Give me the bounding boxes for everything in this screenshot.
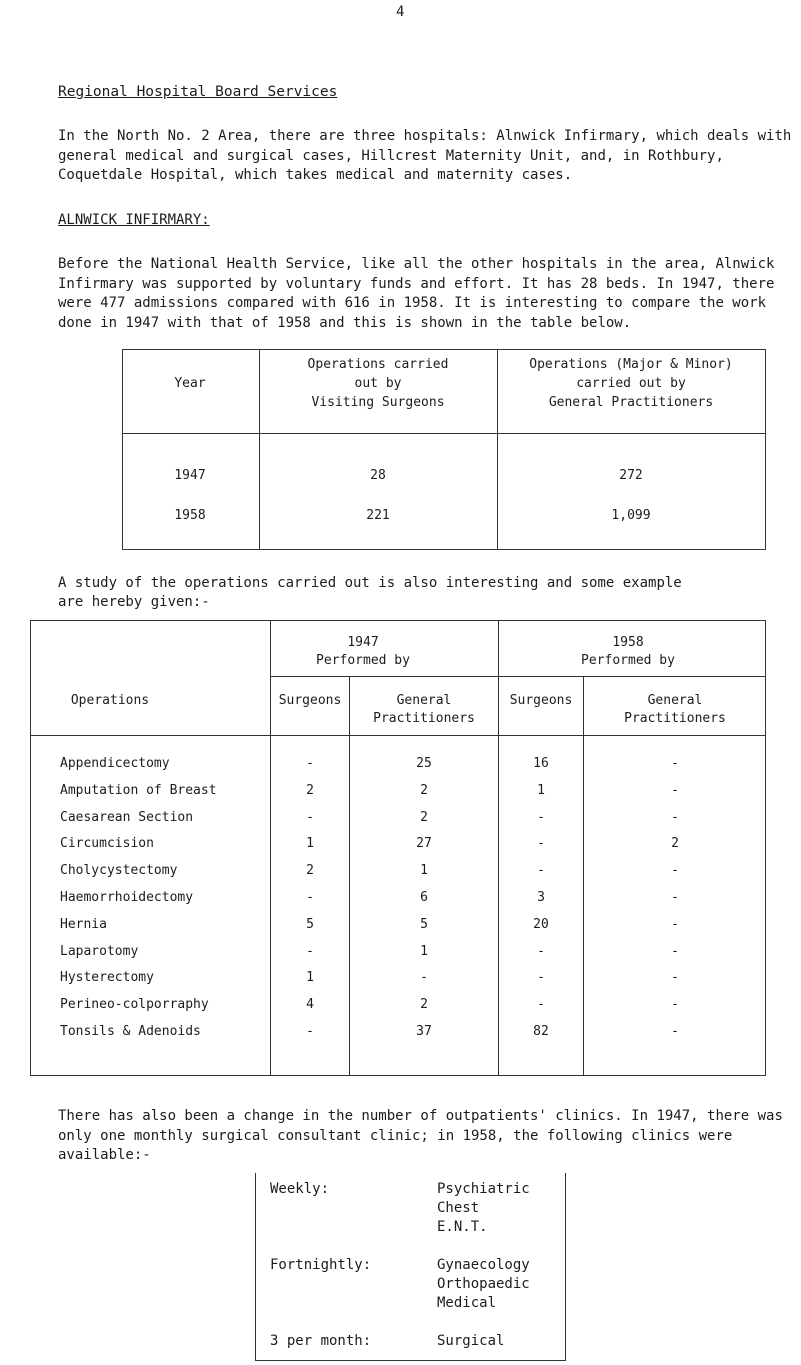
clinic-frequency: Fortnightly: <box>270 1257 372 1273</box>
surgeons-1958-value: - <box>537 863 545 878</box>
surgeons-1958-value: - <box>537 836 545 851</box>
surgeons-1958-value: - <box>537 810 545 825</box>
table1-row-gp: 272 <box>619 468 643 483</box>
surgeons-1947-value: - <box>306 890 314 905</box>
table1-row-gp: 1,099 <box>611 508 651 523</box>
operation-name: Caesarean Section <box>60 810 194 825</box>
clinic-item: E.N.T. <box>437 1219 488 1235</box>
surgeons-1958-value: 20 <box>533 917 549 932</box>
surgeons-1947-value: 1 <box>306 836 314 851</box>
operation-name: Tonsils & Adenoids <box>60 1024 201 1039</box>
surgeons-1958-value: - <box>537 997 545 1012</box>
gp-1958-value: 2 <box>671 836 679 851</box>
surgeons-1947-value: 5 <box>306 917 314 932</box>
intro-paragraph <box>58 127 798 186</box>
subheading-alnwick-infirmary: ALNWICK INFIRMARY: <box>58 212 210 228</box>
gp-1958-value: - <box>671 810 679 825</box>
surgeons-1947-value: - <box>306 1024 314 1039</box>
gp-1947-value: 25 <box>416 756 432 771</box>
clinic-frequency: 3 per month: <box>270 1333 372 1349</box>
table1-row-year: 1958 <box>174 508 206 523</box>
surgeons-1947-value: 2 <box>306 863 314 878</box>
surgeons-1947-value: - <box>306 810 314 825</box>
clinic-item: Psychiatric <box>437 1181 530 1197</box>
header-visiting-1: Operations carried <box>307 357 449 372</box>
surgeons-1958-value: 1 <box>537 783 545 798</box>
surgeons-1947-value: - <box>306 756 314 771</box>
surgeons-1958-value: - <box>537 944 545 959</box>
surgeons-1958-value: 16 <box>533 756 549 771</box>
operation-name: Appendicectomy <box>60 756 170 771</box>
gp-1958-value: - <box>671 783 679 798</box>
clinic-item: Gynaecology <box>437 1257 530 1273</box>
header-1947-year: 1947 <box>347 635 379 650</box>
gp-1947-value: 1 <box>420 863 428 878</box>
header-visiting-3: Visiting Surgeons <box>311 395 445 410</box>
gp-1947-value: - <box>420 970 428 985</box>
header-1947-performed: Performed by <box>316 653 410 668</box>
operation-name: Cholycystectomy <box>60 863 178 878</box>
operation-name: Amputation of Breast <box>60 783 217 798</box>
clinic-item: Chest <box>437 1200 480 1216</box>
infirmary-paragraph <box>58 255 798 333</box>
header-gp-1: Operations (Major & Minor) <box>529 357 733 372</box>
clinic-item: Surgical <box>437 1333 505 1349</box>
operation-name: Haemorrhoidectomy <box>60 890 194 905</box>
header-1958-performed: Performed by <box>581 653 675 668</box>
gp-1947-value: 5 <box>420 917 428 932</box>
gp-1958-value: - <box>671 944 679 959</box>
operation-name: Hernia <box>60 917 107 932</box>
gp-1947-value: 2 <box>420 783 428 798</box>
header-operations: Operations <box>70 693 150 708</box>
subheader-gp-1958-1: General <box>647 693 703 708</box>
subheader-surgeons-1947: Surgeons <box>278 693 342 708</box>
outpatients-paragraph <box>58 1107 798 1166</box>
table1-row-visiting: 221 <box>366 508 390 523</box>
surgeons-1947-value: 4 <box>306 997 314 1012</box>
gp-1958-value: - <box>671 997 679 1012</box>
table1-row-year: 1947 <box>174 468 206 483</box>
surgeons-1958-value: 82 <box>533 1024 549 1039</box>
study-line-2: are hereby given:- <box>58 594 210 610</box>
gp-1947-value: 1 <box>420 944 428 959</box>
gp-1958-value: - <box>671 1024 679 1039</box>
operation-name: Circumcision <box>60 836 154 851</box>
operation-name: Hysterectomy <box>60 970 154 985</box>
clinic-item: Medical <box>437 1295 497 1311</box>
subheader-gp-1958-2: Practitioners <box>624 711 726 726</box>
page-number: 4 <box>396 4 405 20</box>
surgeons-1958-value: - <box>537 970 545 985</box>
surgeons-1947-value: 2 <box>306 783 314 798</box>
header-1958-year: 1958 <box>612 635 644 650</box>
gp-1947-value: 6 <box>420 890 428 905</box>
subheader-surgeons-1958: Surgeons <box>509 693 573 708</box>
gp-1958-value: - <box>671 863 679 878</box>
surgeons-1958-value: 3 <box>537 890 545 905</box>
gp-1958-value: - <box>671 756 679 771</box>
gp-1947-value: 37 <box>416 1024 432 1039</box>
header-year: Year <box>174 376 206 391</box>
gp-1958-value: - <box>671 970 679 985</box>
operation-name: Perineo-colporraphy <box>60 997 209 1012</box>
table1-row-visiting: 28 <box>370 468 386 483</box>
intro-text: In the North No. 2 Area, there are three hospitals: Alnwick Infirmary, which deals with general medical and surgical cases, Hillcrest Maternity Unit, and, in Rothbury, Coquetdale Hospital, which takes medical and maternity cases. <box>58 128 792 183</box>
subheader-gp-1947-2: Practitioners <box>373 711 475 726</box>
study-line-1: A study of the operations carried out is also interesting and some example <box>58 575 682 591</box>
gp-1947-value: 2 <box>420 997 428 1012</box>
header-gp-2: carried out by <box>576 376 686 391</box>
operation-name: Laparotomy <box>60 944 139 959</box>
header-gp-3: General Practitioners <box>548 395 714 410</box>
outpatients-text: There has also been a change in the number of outpatients' clinics. In 1947, there was only one monthly surgical consultant clinic; in 1958, the following clinics were available:- <box>58 1108 783 1163</box>
surgeons-1947-value: 1 <box>306 970 314 985</box>
header-visiting-2: out by <box>354 376 402 391</box>
gp-1947-value: 27 <box>416 836 432 851</box>
surgeons-1947-value: - <box>306 944 314 959</box>
clinic-item: Orthopaedic <box>437 1276 530 1292</box>
infirmary-text: Before the National Health Service, like all the other hospitals in the area, Alnwick Infirmary was supported by voluntary funds and effort. It has 28 beds. In 1947, there were 477 admissions compared with 616 in 1958. It is interesting to compare the work done in 1947 with that of 1958 and this is shown in the table below. <box>58 256 775 331</box>
section-heading: Regional Hospital Board Services <box>58 84 338 100</box>
clinic-frequency: Weekly: <box>270 1181 330 1197</box>
gp-1958-value: - <box>671 917 679 932</box>
subheader-gp-1947-1: General <box>396 693 452 708</box>
gp-1958-value: - <box>671 890 679 905</box>
gp-1947-value: 2 <box>420 810 428 825</box>
